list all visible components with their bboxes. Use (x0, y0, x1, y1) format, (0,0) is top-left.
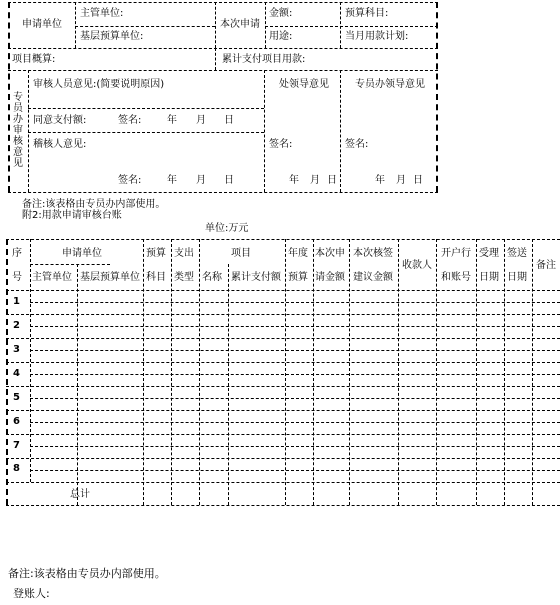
year-label: 年 (167, 175, 177, 186)
day-label: 日 (224, 175, 234, 186)
col-header-this-verify: 本次核签 (353, 248, 393, 259)
budget-subject-label: 预算科目: (345, 8, 389, 19)
reviewer-opinion-label: 审核人员意见:(简要说明原因) (33, 79, 165, 90)
form-line (28, 132, 264, 133)
day-label: 日 (224, 115, 234, 126)
day-label: 日 (413, 175, 423, 186)
table-line (171, 239, 172, 505)
table-line (6, 239, 8, 505)
agree-amount-label: 同意支付额: (33, 115, 87, 126)
col-header-apply-amount: 请金额 (315, 272, 345, 283)
form-line (28, 108, 264, 109)
office-leader-opinion-label: 专员办领导意见 (355, 79, 425, 90)
registrar-label: 登账人: (13, 587, 50, 600)
col-header-accept: 受理 (479, 248, 499, 259)
col-header-budget: 预算 (146, 248, 166, 259)
col-header-send: 签送 (507, 248, 527, 259)
col-header-subject: 科目 (146, 272, 166, 283)
total-label: 总计 (70, 489, 90, 500)
col-header-supervisor: 主管单位 (32, 272, 72, 283)
table-line (30, 239, 31, 482)
table-line (285, 239, 286, 505)
table-line (436, 239, 437, 505)
form-line (215, 2, 216, 48)
table-line (30, 374, 560, 375)
table-line (30, 470, 560, 471)
col-header-bank: 开户行 (441, 248, 471, 259)
sign-label: 签名: (118, 175, 142, 186)
form-line (215, 48, 216, 70)
cum-paid-label: 累计支付项目用款: (222, 54, 306, 65)
row-number: 2 (13, 320, 20, 331)
table-line (30, 422, 560, 423)
col-header-accept-date: 日期 (479, 272, 499, 283)
table-line (30, 302, 560, 303)
col-header-base-unit: 基层预算单位 (80, 272, 140, 283)
unit-text: 单位:万元 (205, 223, 249, 234)
col-header-project: 项目 (231, 248, 251, 259)
form-line (265, 26, 438, 27)
year-label: 年 (167, 115, 177, 126)
sign-label: 签名: (118, 115, 142, 126)
row-number: 5 (13, 392, 20, 403)
table-line (143, 239, 144, 505)
month-plan-label: 当月用款计划: (345, 31, 409, 42)
col-header-this-apply: 本次申 (315, 248, 345, 259)
col-header-account: 和账号 (441, 272, 471, 283)
col-header-cum-paid: 累计支付额 (231, 272, 281, 283)
form-line (28, 70, 29, 192)
form-line (8, 2, 438, 3)
col-header-send-date: 日期 (507, 272, 527, 283)
row-number: 7 (13, 440, 20, 451)
table-line (30, 350, 560, 351)
table-line (6, 505, 560, 506)
dept-sign-label: 签名: (269, 139, 293, 150)
table-line (476, 239, 477, 505)
table-line (199, 239, 200, 505)
col-header-expense: 支出 (174, 248, 194, 259)
note-text: 备注:该表格由专员办内部使用。 (22, 199, 166, 210)
form-line (340, 2, 341, 48)
this-apply-label: 本次申请 (220, 19, 260, 30)
col-header-payee: 收款人 (402, 260, 432, 271)
row-number: 1 (13, 296, 20, 307)
col-header-year: 年度 (288, 248, 308, 259)
col-header-type: 类型 (174, 272, 194, 283)
col-header-apply-unit: 申请单位 (62, 248, 102, 259)
col-header-no: 号 (12, 272, 22, 283)
table-line (77, 264, 78, 505)
table-line (228, 264, 229, 505)
col-header-suggest-amount: 建议金额 (353, 272, 393, 283)
dept-leader-opinion-label: 处领导意见 (279, 79, 329, 90)
table-line (504, 239, 505, 505)
form-line (8, 2, 10, 192)
footer-note: 备注:该表格由专员办内部使用。 (8, 567, 166, 580)
table-line (349, 239, 350, 505)
base-budget-unit-label: 基层预算单位: (80, 31, 144, 42)
form-line (340, 70, 341, 192)
row-number: 8 (13, 463, 20, 474)
table-line (398, 239, 399, 505)
form-line (436, 2, 438, 192)
apply-unit-label: 申请单位 (22, 19, 62, 30)
amount-label: 金额: (269, 8, 293, 19)
verifier-opinion-label: 稽核人意见: (33, 139, 87, 150)
table-line (30, 326, 560, 327)
row-number: 6 (13, 416, 20, 427)
table-line (313, 239, 314, 505)
col-header-remark: 备注 (536, 260, 556, 271)
month-label: 月 (196, 175, 206, 186)
table-line (532, 239, 533, 505)
project-budget-label: 项目概算: (12, 54, 56, 65)
appendix-title: 附2:用款申请审核台账 (22, 210, 122, 221)
form-line (75, 26, 215, 27)
table-line (30, 446, 560, 447)
month-label: 月 (310, 175, 320, 186)
col-header-seq: 序 (12, 248, 22, 259)
form-line (264, 70, 265, 192)
month-label: 月 (396, 175, 406, 186)
supervisor-unit-label: 主管单位: (80, 8, 124, 19)
year-label: 年 (375, 175, 385, 186)
form-line (8, 192, 438, 193)
row-number: 3 (13, 344, 20, 355)
form-line (75, 2, 76, 48)
table-line (30, 398, 560, 399)
row-number: 4 (13, 368, 20, 379)
col-header-name: 名称 (202, 272, 222, 283)
form-line (8, 70, 438, 71)
office-sign-label: 签名: (345, 139, 369, 150)
table-line (30, 264, 110, 265)
day-label: 日 (327, 175, 337, 186)
col-header-budget2: 预算 (288, 272, 308, 283)
review-vertical-label: 专 员 办 审 核 意 见 (13, 92, 23, 169)
purpose-label: 用途: (269, 31, 293, 42)
form-line (265, 2, 266, 48)
form-line (8, 48, 438, 49)
year-label: 年 (289, 175, 299, 186)
month-label: 月 (196, 115, 206, 126)
